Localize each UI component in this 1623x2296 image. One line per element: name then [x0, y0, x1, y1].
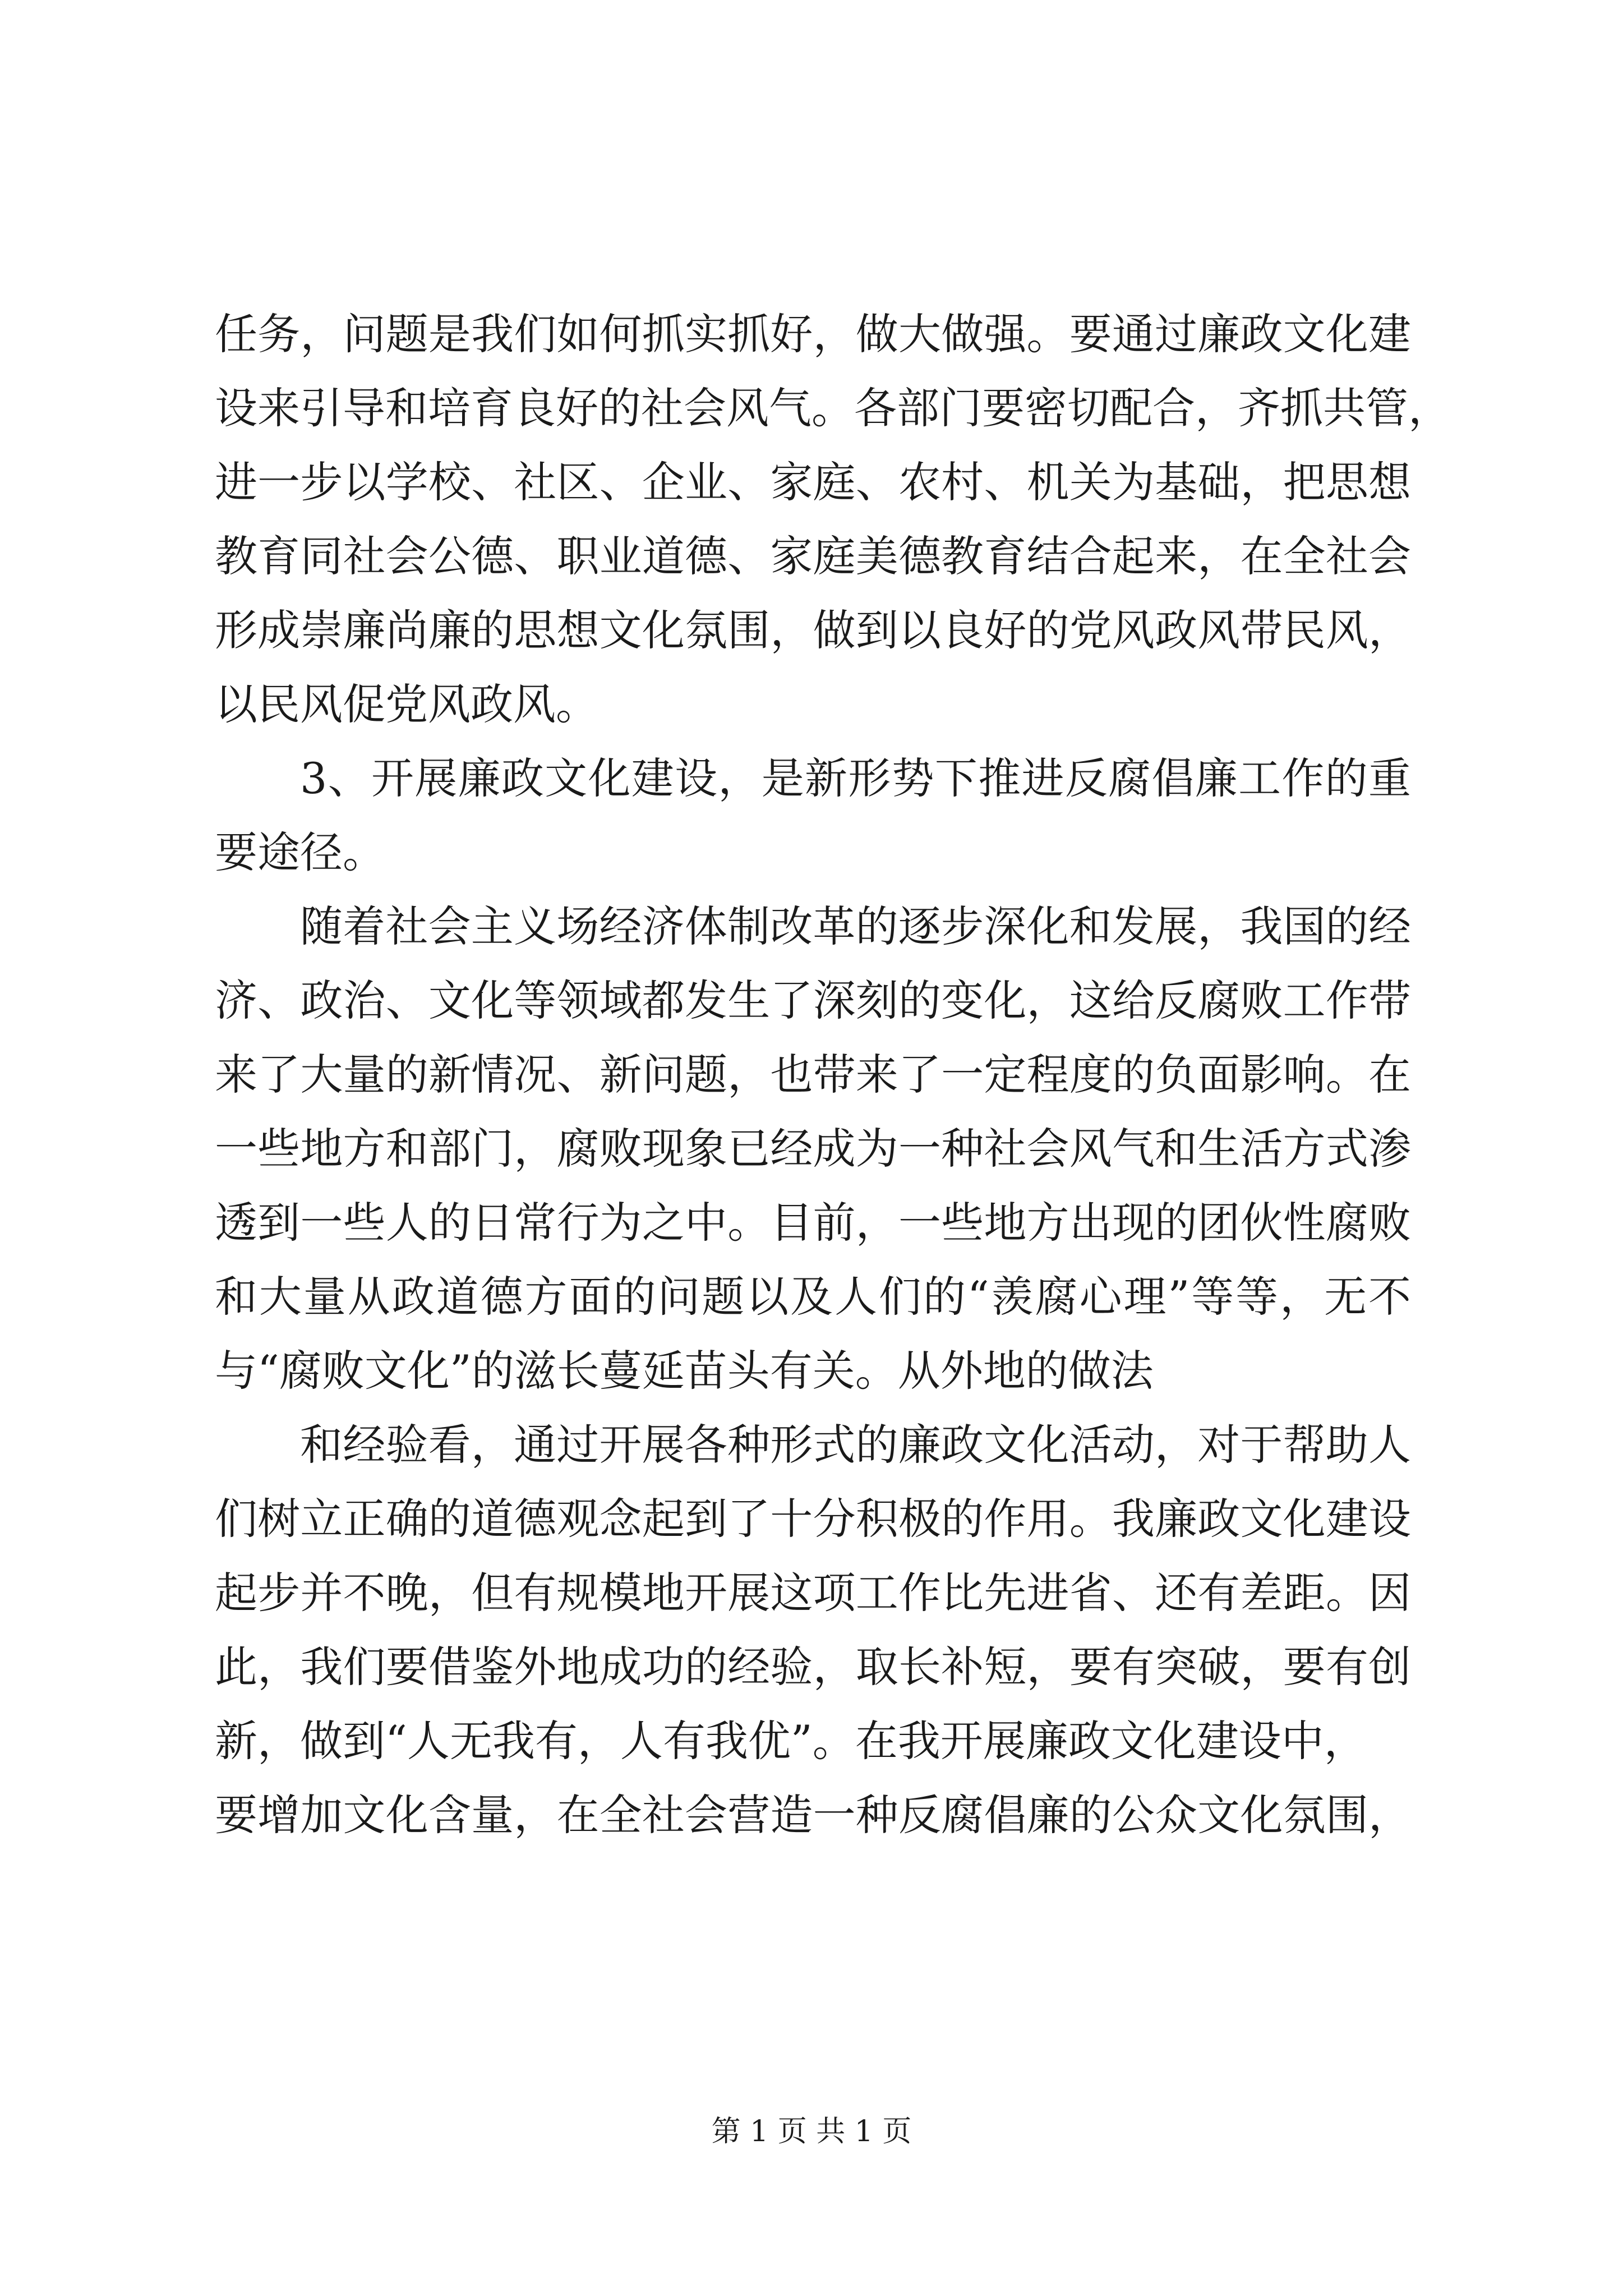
- paragraph-2: [215, 742, 1411, 890]
- paragraph-1: [215, 297, 1451, 742]
- text-line: 和大量从政道德方面的问题以及人们的“羡腐心理”等等，无不: [215, 1272, 1411, 1322]
- paragraph-3: [215, 890, 1411, 1408]
- text-line: 3、开展廉政文化建设，是新形势下推进反腐倡廉工作的重: [300, 753, 1411, 803]
- page-footer: 第 1 页 共 1 页: [711, 2115, 912, 2148]
- text-line: 新，做到“人无我有，人有我优”。在我开展廉政文化建设中，: [215, 1716, 1367, 1766]
- text-line: 来了大量的新情况、新问题，也带来了一定程度的负面影响。在: [215, 1050, 1411, 1099]
- text-line: 们树立正确的道德观念起到了十分积极的作用。我廉政文化建设: [215, 1494, 1411, 1544]
- text-line: 一些地方和部门，腐败现象已经成为一种社会风气和生活方式渗: [215, 1124, 1411, 1174]
- text-line: 济、政治、文化等领域都发生了深刻的变化，这给反腐败工作带: [215, 976, 1411, 1025]
- text-line: 透到一些人的日常行为之中。目前，一些地方出现的团伙性腐败: [215, 1198, 1411, 1248]
- paragraph-4: [215, 1408, 1411, 1852]
- document-body: [215, 297, 1451, 1852]
- text-line: 要途径。: [215, 827, 385, 877]
- text-line: 以民风促党风政风。: [215, 679, 598, 729]
- text-line: 起步并不晚，但有规模地开展这项工作比先进省、还有差距。因: [215, 1568, 1411, 1618]
- text-line: 任务，问题是我们如何抓实抓好，做大做强。要通过廉政文化建: [215, 309, 1411, 359]
- text-line: 随着社会主义场经济体制改革的逐步深化和发展，我国的经: [300, 901, 1411, 951]
- text-line: 此，我们要借鉴外地成功的经验，取长补短，要有突破，要有创: [215, 1642, 1411, 1692]
- text-line: 和经验看，通过开展各种形式的廉政文化活动，对于帮助人: [300, 1420, 1411, 1470]
- text-line: 教育同社会公德、职业道德、家庭美德教育结合起来，在全社会: [215, 531, 1411, 581]
- text-line: 要增加文化含量，在全社会营造一种反腐倡廉的公众文化氛围，: [215, 1790, 1411, 1840]
- text-line: 设来引导和培育良好的社会风气。各部门要密切配合，齐抓共管，: [215, 383, 1451, 433]
- text-line: 进一步以学校、社区、企业、家庭、农村、机关为基础，把思想: [215, 457, 1411, 507]
- text-line: 与“腐败文化”的滋长蔓延苗头有关。从外地的做法: [215, 1346, 1154, 1396]
- text-line: 形成崇廉尚廉的思想文化氛围，做到以良好的党风政风带民风，: [215, 605, 1411, 655]
